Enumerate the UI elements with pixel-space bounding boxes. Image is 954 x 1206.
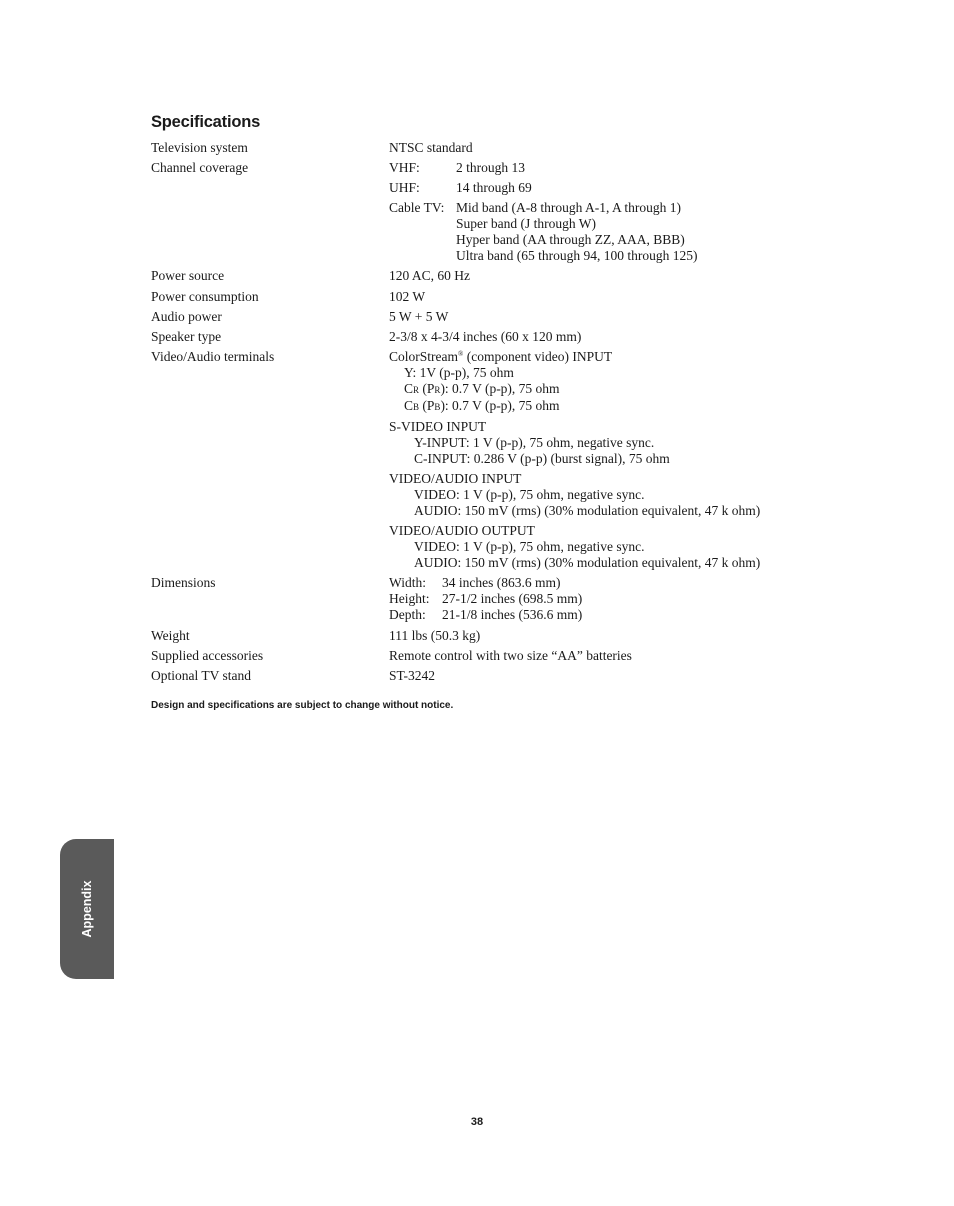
spec-label: Video/Audio terminals <box>151 349 275 365</box>
spec-value: 120 AC, 60 Hz <box>389 268 470 284</box>
registered-mark: ® <box>458 350 464 359</box>
colorstream-cr-line <box>389 381 831 398</box>
spec-label: Speaker type <box>151 328 222 344</box>
cb-letter: C <box>404 398 414 414</box>
dimension-height <box>389 591 831 607</box>
spec-value <box>389 575 831 623</box>
dimension-key: Depth: <box>389 607 426 623</box>
change-notice: Design and specifications are subject to change without notice. <box>151 700 454 711</box>
colorstream-y-line: Y: 1V (p-p), 75 ohm <box>404 365 514 381</box>
spec-value <box>389 349 831 571</box>
cr-sub: R <box>413 385 420 396</box>
spec-label: Dimensions <box>151 575 216 591</box>
spec-label: Channel coverage <box>151 160 249 176</box>
colorstream-heading-rest: (component video) INPUT <box>463 349 613 365</box>
spec-row-audio-power <box>151 309 831 325</box>
svideo-line: C-INPUT: 0.286 V (p-p) (burst signal), 75 ohm <box>414 451 670 467</box>
dimension-depth <box>389 607 831 623</box>
svideo-line: Y-INPUT: 1 V (p-p), 75 ohm, negative sync. <box>414 435 655 451</box>
cable-band-line: Hyper band (AA through ZZ, AAA, BBB) <box>456 232 685 248</box>
dimension-width <box>389 575 831 591</box>
av-output-line: VIDEO: 1 V (p-p), 75 ohm, negative sync. <box>414 539 645 555</box>
cr-letter: C <box>404 381 414 397</box>
uhf-value: 14 through 69 <box>456 180 532 196</box>
spec-row-power-source <box>151 268 831 284</box>
cable-band-line: Mid band (A-8 through A-1, A through 1) <box>456 200 681 216</box>
side-tab-label: Appendix <box>80 880 94 938</box>
dimension-key: Height: <box>389 591 430 607</box>
colorstream-group <box>389 349 831 415</box>
vhf-line <box>389 160 831 176</box>
cable-line <box>389 200 831 264</box>
colorstream-name: ColorStream <box>389 349 458 365</box>
spec-value: 111 lbs (50.3 kg) <box>389 627 481 643</box>
appendix-side-tab <box>60 839 114 979</box>
spec-value: NTSC standard <box>389 140 473 155</box>
av-input-heading: VIDEO/AUDIO INPUT <box>389 471 522 487</box>
page-title: Specifications <box>151 113 261 131</box>
svideo-group <box>389 419 831 467</box>
cb-value: ): 0.7 V (p-p), 75 ohm <box>440 398 560 414</box>
spec-label: Power consumption <box>151 288 259 304</box>
spec-row-power-consumption <box>151 289 831 305</box>
dimension-key: Width: <box>389 575 426 591</box>
av-input-line: AUDIO: 150 mV (rms) (30% modulation equivalent, 47 k ohm) <box>414 503 761 519</box>
colorstream-heading <box>389 349 831 365</box>
pr-sub: R <box>434 385 441 396</box>
dimension-value: 27-1/2 inches (698.5 mm) <box>442 591 583 607</box>
uhf-line <box>389 180 831 196</box>
spec-row-channel-coverage <box>151 160 831 264</box>
specifications-table <box>151 140 831 688</box>
cable-key: Cable TV: <box>389 200 445 216</box>
spec-row-dimensions <box>151 575 831 623</box>
spec-value: Remote control with two size “AA” batteries <box>389 647 632 663</box>
vhf-value: 2 through 13 <box>456 160 525 176</box>
dimension-value: 34 inches (863.6 mm) <box>442 575 561 591</box>
spec-label: Optional TV stand <box>151 667 251 683</box>
dimension-value: 21-1/8 inches (536.6 mm) <box>442 607 583 623</box>
spec-value: 2-3/8 x 4-3/4 inches (60 x 120 mm) <box>389 328 582 344</box>
uhf-key: UHF: <box>389 180 420 196</box>
spec-row-supplied-accessories <box>151 648 831 664</box>
pr-open: (P <box>419 381 435 397</box>
av-input-line: VIDEO: 1 V (p-p), 75 ohm, negative sync. <box>414 487 645 503</box>
spec-row-weight <box>151 628 831 644</box>
colorstream-cb-line <box>389 398 831 415</box>
spec-label: Power source <box>151 268 225 284</box>
cable-band-line: Super band (J through W) <box>456 216 596 232</box>
spec-label: Television system <box>151 140 248 155</box>
spec-row-speaker-type <box>151 329 831 345</box>
spec-value <box>389 160 831 264</box>
cable-band-line: Ultra band (65 through 94, 100 through 125) <box>456 248 698 264</box>
pb-sub: B <box>434 402 441 413</box>
av-output-heading: VIDEO/AUDIO OUTPUT <box>389 523 535 539</box>
vhf-key: VHF: <box>389 160 420 176</box>
spec-row-optional-tv-stand <box>151 668 831 684</box>
spec-row-television-system <box>151 140 831 156</box>
spec-label: Audio power <box>151 308 222 324</box>
cr-value: ): 0.7 V (p-p), 75 ohm <box>440 381 560 397</box>
spec-label: Weight <box>151 627 190 643</box>
spec-value: 5 W + 5 W <box>389 308 449 324</box>
spec-row-video-audio-terminals <box>151 349 831 571</box>
spec-label: Supplied accessories <box>151 647 264 663</box>
page-number: 38 <box>470 1116 484 1128</box>
spec-value: 102 W <box>389 288 426 304</box>
av-output-line: AUDIO: 150 mV (rms) (30% modulation equivalent, 47 k ohm) <box>414 555 761 571</box>
av-input-group <box>389 471 831 519</box>
cb-sub: B <box>413 402 420 413</box>
pb-open: (P <box>419 398 435 414</box>
av-output-group <box>389 523 831 571</box>
svideo-heading: S-VIDEO INPUT <box>389 419 487 435</box>
cable-values <box>456 200 697 264</box>
spec-value: ST-3242 <box>389 667 436 683</box>
